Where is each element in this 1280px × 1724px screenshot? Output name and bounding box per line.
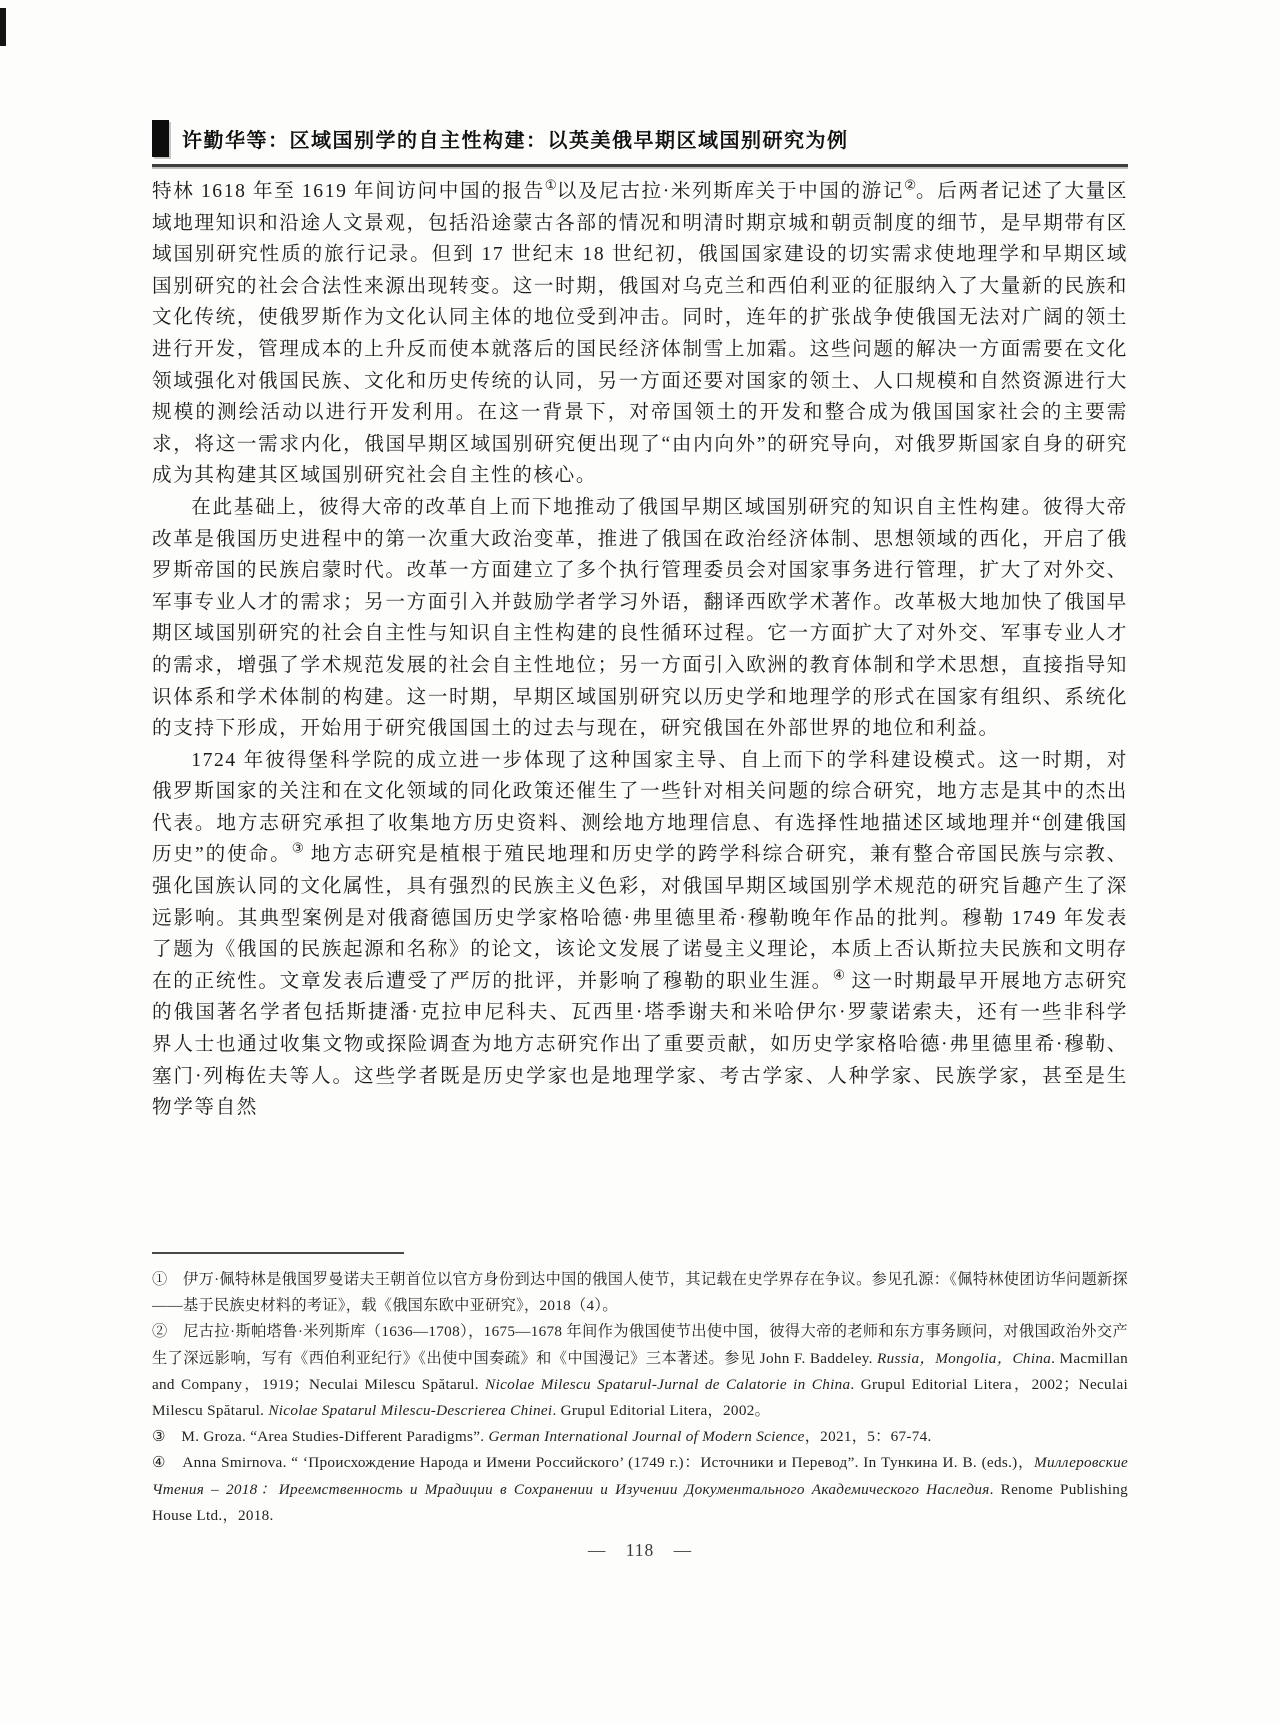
- body-paragraph-3: 1724 年彼得堡科学院的成立进一步体现了这种国家主导、自上而下的学科建设模式。这一时期，对俄罗斯国家的关注和在文化领域的同化政策还催生了一些针对相关问题的综合研究，地方志是其中的杰出代表。地方志研究承担了收集地方历史资料、测绘地方地理信息、有选择性地描述区域地理并“创建俄国历史”的使命。③ 地方志研究是植根于殖民地理和历史学的跨学科综合研究，兼有整合帝国民族与宗教、强化国族认同的文化属性，具有强烈的民族主义色彩，对俄国早期区域国别学术规范的研究旨趣产生了深远影响。其典型案例是对俄裔德国历史学家格哈德·弗里德里希·穆勒晚年作品的批判。穆勒 1749 年发表了题为《俄国的民族起源和名称》的论文，该论文发展了诺曼主义理论，本质上否认斯拉夫民族和文明存在的正统性。文章发表后遭受了严厉的批评，并影响了穆勒的职业生涯。④ 这一时期最早开展地方志研究的俄国著名学者包括斯捷潘·克拉申尼科夫、瓦西里·塔季谢夫和米哈伊尔·罗蒙诺索夫，还有一些非科学界人士也通过收集文物或探险调查为地方志研究作出了重要贡献，如历史学家格哈德·弗里德里希·穆勒、塞门·列梅佐夫等人。这些学者既是历史学家也是地理学家、考古学家、人种学家、民族学家，甚至是生物学等自然: [152, 749, 1129, 1119]
- body-paragraph-2: 在此基础上，彼得大帝的改革自上而下地推动了俄国早期区域国别研究的知识自主性构建。彼得大帝改革是俄国历史进程中的第一次重大政治变革，推进了俄国在政治经济体制、思想领域的西化，开启了俄罗斯帝国的民族启蒙时代。改革一方面建立了多个执行管理委员会对国家事务进行管理，扩大了对外交、军事专业人才的需求；另一方面引入并鼓励学者学习外语，翻译西欧学术著作。改革极大地加快了俄国早期区域国别研究的社会自主性与知识自主性构建的良性循环过程。它一方面扩大了对外交、军事专业人才的需求，增强了学术规范发展的社会自主性地位；另一方面引入欧洲的教育体制和学术思想，直接指导知识体系和学术体制的构建。这一时期，早期区域国别研究以历史学和地理学的形式在国家有组织、系统化的支持下形成，开始用于研究俄国国土的过去与现在，研究俄国在外部世界的地位和利益。: [152, 496, 1128, 740]
- footnote-separator: [152, 1252, 404, 1254]
- footnote-ref-marker: ④: [832, 967, 845, 983]
- footnote-ref-marker: ③: [291, 840, 304, 856]
- body-paragraph-1: 特林 1618 年至 1619 年间访问中国的报告①以及尼古拉·米列斯库关于中国的游记②。后两者记述了大量区域地理知识和沿途人文景观，包括沿途蒙古各部的情况和明清时期京城和朝贡制度的细节，是早期带有区域国别研究性质的旅行记录。但到 17 世纪末 18 世纪初，俄国国家建设的切实需求使地理学和早期区域国别研究的社会合法性来源出现转变。这一时期，俄国对乌克兰和西伯利亚的征服纳入了大量新的民族和文化传统，使俄罗斯作为文化认同主体的地位受到冲击。同时，连年的扩张战争使俄国无法对广阔的领土进行开发，管理成本的上升反而使本就落后的国民经济体制雪上加霜。这些问题的解决一方面需要在文化领域强化对俄国民族、文化和历史传统的认同，另一方面还要对国家的领土、人口规模和自然资源进行大规模的测绘活动以进行开发利用。在这一背景下，对帝国领土的开发和整合成为俄国国家社会的主要需求，将这一需求内化，俄国早期区域国别研究便出现了“由内向外”的研究导向，对俄罗斯国家自身的研究成为其构建其区域国别研究社会自主性的核心。: [152, 177, 1129, 487]
- page-number: — 118 —: [587, 1540, 693, 1560]
- footnote-3: ③ M. Groza. “Area Studies-Different Paradigms”. German International Journal of Modern Science，2021，5：67-74.: [152, 1428, 932, 1446]
- scan-artifact: [0, 8, 6, 46]
- footnotes-section: [152, 1252, 1128, 1529]
- running-header: [152, 120, 1128, 167]
- footnote-4: ④ Anna Smirnova. “ ‘Происхождение Народа и Имени Российского’ (1749 г.)：Источники и Перевод”. In Тункина И. В. (eds.)，Миллеровские Чтения – 2018：Иреемственность и Мрадиции в Сохранении и Изучении Документального Академического Наследия. Renome Publishing House Ltd.，2018.: [152, 1454, 1128, 1524]
- footnote-ref-marker: ②: [904, 177, 917, 193]
- running-header-title: 许勤华等：区域国别学的自主性构建：以英美俄早期区域国别研究为例: [182, 130, 849, 152]
- article-body: [152, 176, 1128, 1124]
- page: [152, 0, 1128, 1724]
- footnote-2: ② 尼古拉·斯帕塔鲁·米列斯库（1636—1708），1675—1678 年间作为俄国使节出使中国，彼得大帝的老师和东方事务顾问，对俄国政治外交产生了深远影响，写有《西伯利亚纪行》《出使中国奏疏》和《中国漫记》三本著述。参见 John F. Baddeley. Russia，Mongolia，China. Macmillan and Company，1919；Neculai Milescu Spătarul. Nicolae Milescu Spatarul-Jurnal de Calatorie in China. Grupul Editorial Litera，2002；Neculai Milescu Spătarul. Nicolae Spatarul Milescu-Descrierea Chinei. Grupul Editorial Litera，2002。: [152, 1323, 1129, 1420]
- header-block-icon: [152, 120, 169, 157]
- footnote-ref-marker: ①: [544, 177, 557, 193]
- footnote-1: ① 伊万·佩特林是俄国罗曼诺夫王朝首位以官方身份到达中国的俄国人使节，其记载在史学界存在争议。参见孔源：《佩特林使团访华问题新探——基于民族史材料的考证》，载《俄国东欧中亚研究》，2018（4）。: [152, 1271, 1128, 1315]
